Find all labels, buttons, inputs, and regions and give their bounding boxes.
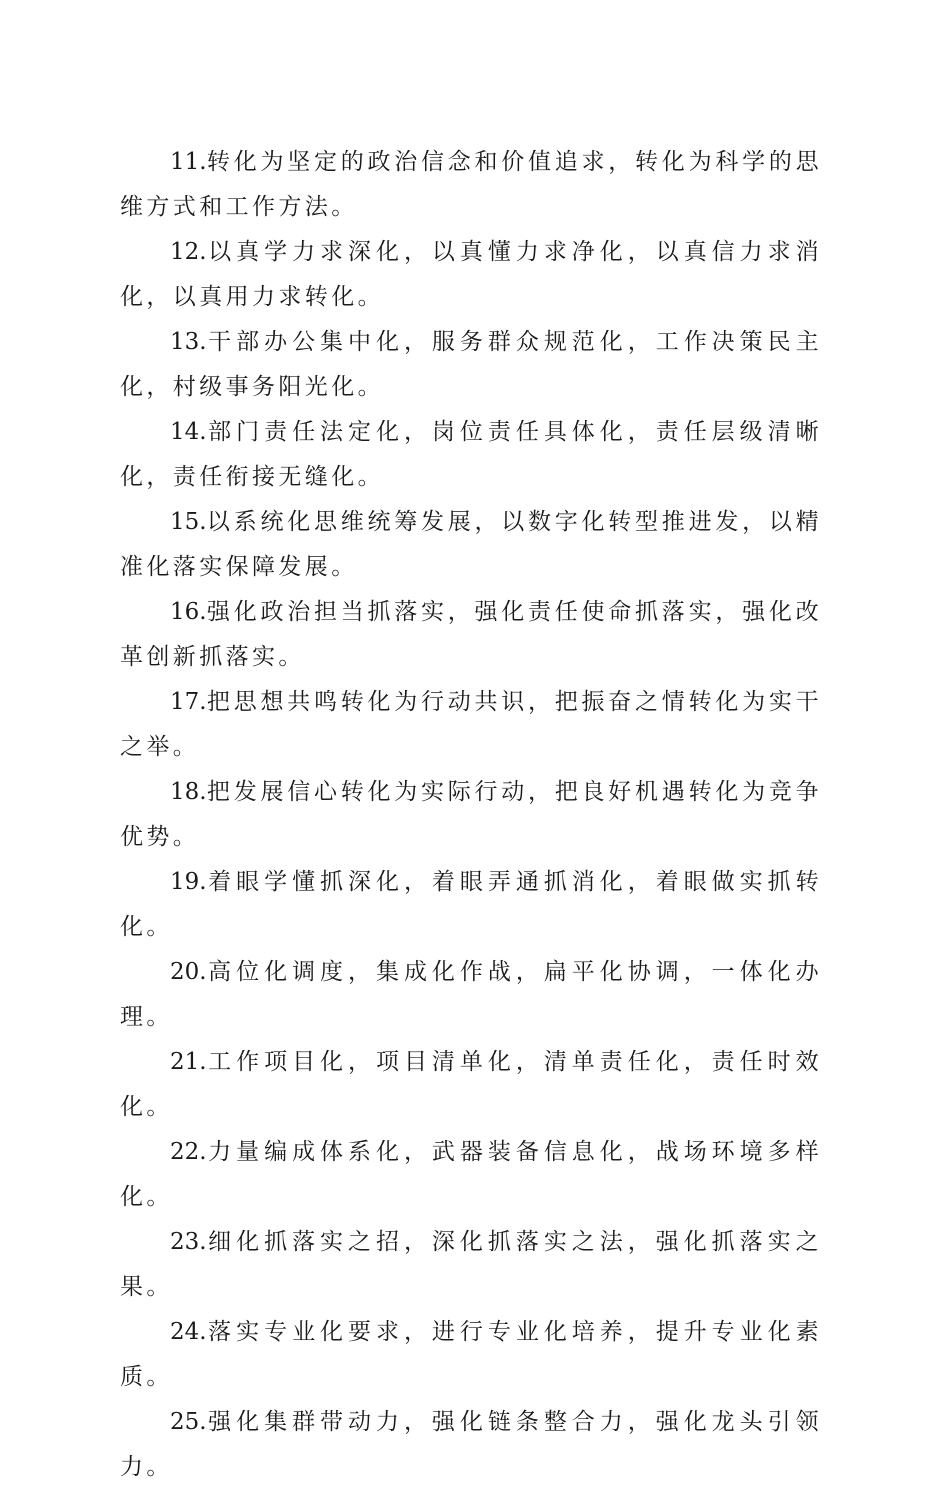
list-item xyxy=(120,1400,822,1490)
item-number: 25. xyxy=(170,1409,207,1435)
item-number: 12. xyxy=(170,239,207,265)
item-text: 部门责任法定化，岗位责任具体化，责任层级清晰化，责任衔接无缝化。 xyxy=(120,419,822,490)
item-number: 17. xyxy=(170,689,207,715)
list-item xyxy=(120,320,822,410)
list-item xyxy=(120,1040,822,1130)
list-item xyxy=(120,1220,822,1310)
item-text: 强化集群带动力，强化链条整合力，强化龙头引领力。 xyxy=(120,1409,822,1480)
item-number: 11. xyxy=(170,149,207,175)
item-text: 力量编成体系化，武器装备信息化，战场环境多样化。 xyxy=(120,1139,822,1210)
item-number: 21. xyxy=(170,1049,207,1075)
item-text: 把思想共鸣转化为行动共识，把振奋之情转化为实干之举。 xyxy=(120,689,822,760)
item-number: 14. xyxy=(170,419,207,445)
item-text: 干部办公集中化，服务群众规范化，工作决策民主化，村级事务阳光化。 xyxy=(120,329,822,400)
item-number: 24. xyxy=(170,1319,207,1345)
item-number: 15. xyxy=(170,509,207,535)
item-number: 23. xyxy=(170,1229,207,1255)
list-item xyxy=(120,590,822,680)
list-item xyxy=(120,950,822,1040)
item-number: 16. xyxy=(170,599,207,625)
item-text: 落实专业化要求，进行专业化培养，提升专业化素质。 xyxy=(120,1319,822,1390)
item-number: 20. xyxy=(170,959,207,985)
item-text: 细化抓落实之招，深化抓落实之法，强化抓落实之果。 xyxy=(120,1229,822,1300)
list-item xyxy=(120,770,822,860)
list-item xyxy=(120,230,822,320)
item-text: 着眼学懂抓深化，着眼弄通抓消化，着眼做实抓转化。 xyxy=(120,869,822,940)
item-number: 13. xyxy=(170,329,207,355)
item-text: 强化政治担当抓落实，强化责任使命抓落实，强化改革创新抓落实。 xyxy=(120,599,822,670)
item-number: 18. xyxy=(170,779,207,805)
list-item xyxy=(120,500,822,590)
list-item xyxy=(120,1130,822,1220)
item-text: 高位化调度，集成化作战，扁平化协调，一体化办理。 xyxy=(120,959,822,1030)
item-number: 19. xyxy=(170,869,207,895)
item-text: 以系统化思维统筹发展，以数字化转型推进发，以精准化落实保障发展。 xyxy=(120,509,822,580)
item-text: 以真学力求深化，以真懂力求净化，以真信力求消化，以真用力求转化。 xyxy=(120,239,822,310)
list-item xyxy=(120,680,822,770)
list-item xyxy=(120,410,822,500)
list-item xyxy=(120,860,822,950)
document-body xyxy=(120,140,822,1490)
item-text: 把发展信心转化为实际行动，把良好机遇转化为竞争优势。 xyxy=(120,779,822,850)
list-item xyxy=(120,140,822,230)
item-number: 22. xyxy=(170,1139,207,1165)
item-text: 工作项目化，项目清单化，清单责任化，责任时效化。 xyxy=(120,1049,822,1120)
list-item xyxy=(120,1310,822,1400)
item-text: 转化为坚定的政治信念和价值追求，转化为科学的思维方式和工作方法。 xyxy=(120,149,822,220)
